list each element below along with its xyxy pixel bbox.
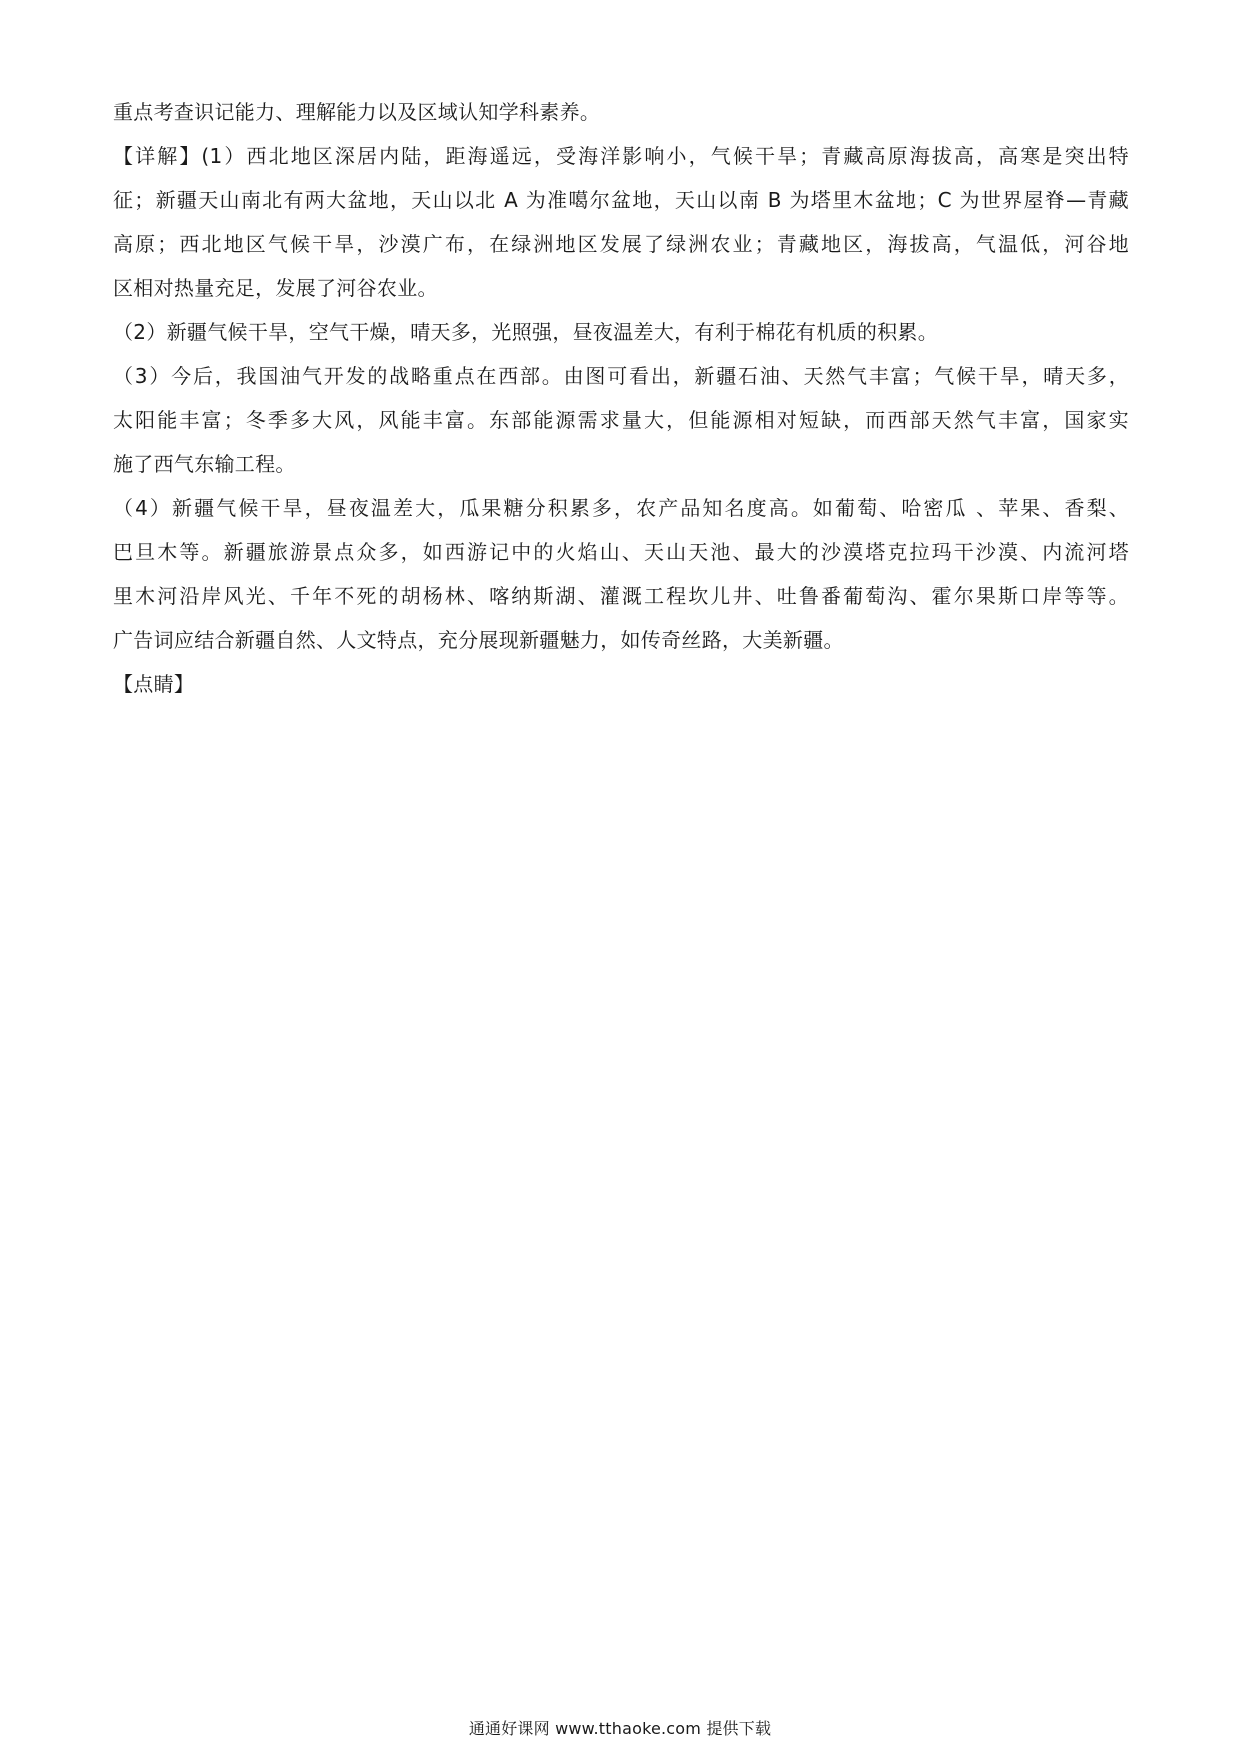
text-line: （2）新疆气候干旱，空气干燥，晴天多，光照强，昼夜温差大，有利于棉花有机质的积累。	[113, 320, 939, 344]
text-line: 高原；西北地区气候干旱，沙漠广布，在绿洲地区发展了绿洲农业；青藏地区，海拔高，气温低，河谷地	[113, 232, 1129, 256]
document-body	[113, 98, 1129, 714]
text-line: 太阳能丰富；冬季多大风，风能丰富。东部能源需求量大，但能源相对短缺，而西部天然气丰富，国家实	[113, 408, 1129, 432]
text-line: 广告词应结合新疆自然、人文特点，充分展现新疆魅力，如传奇丝路，大美新疆。	[113, 628, 844, 652]
text-line: 【详解】(1）西北地区深居内陆，距海遥远，受海洋影响小，气候干旱；青藏高原海拔高，高寒是突出特	[113, 144, 1129, 168]
page-footer: 通通好课网 www.tthaoke.com 提供下载	[468, 1719, 772, 1738]
text-line: （3）今后，我国油气开发的战略重点在西部。由图可看出，新疆石油、天然气丰富；气候干旱，晴天多，	[113, 364, 1129, 388]
text-line: （4）新疆气候干旱，昼夜温差大，瓜果糖分积累多，农产品知名度高。如葡萄、哈密瓜 、苹果、香梨、	[113, 496, 1129, 520]
text-line: 施了西气东输工程。	[113, 452, 296, 476]
text-line: 巴旦木等。新疆旅游景点众多，如西游记中的火焰山、天山天池、最大的沙漠塔克拉玛干沙漠、内流河塔	[113, 540, 1129, 564]
text-line: 征；新疆天山南北有两大盆地，天山以北 A 为准噶尔盆地，天山以南 B 为塔里木盆地；C 为世界屋脊—青藏	[113, 188, 1129, 212]
text-line: 重点考查识记能力、理解能力以及区域认知学科素养。	[113, 100, 601, 124]
text-line: 里木河沿岸风光、千年不死的胡杨林、喀纳斯湖、灌溉工程坎儿井、吐鲁番葡萄沟、霍尔果斯口岸等等。	[113, 584, 1129, 608]
text-line: 区相对热量充足，发展了河谷农业。	[113, 276, 438, 300]
section-heading: 【点睛】	[113, 672, 195, 696]
